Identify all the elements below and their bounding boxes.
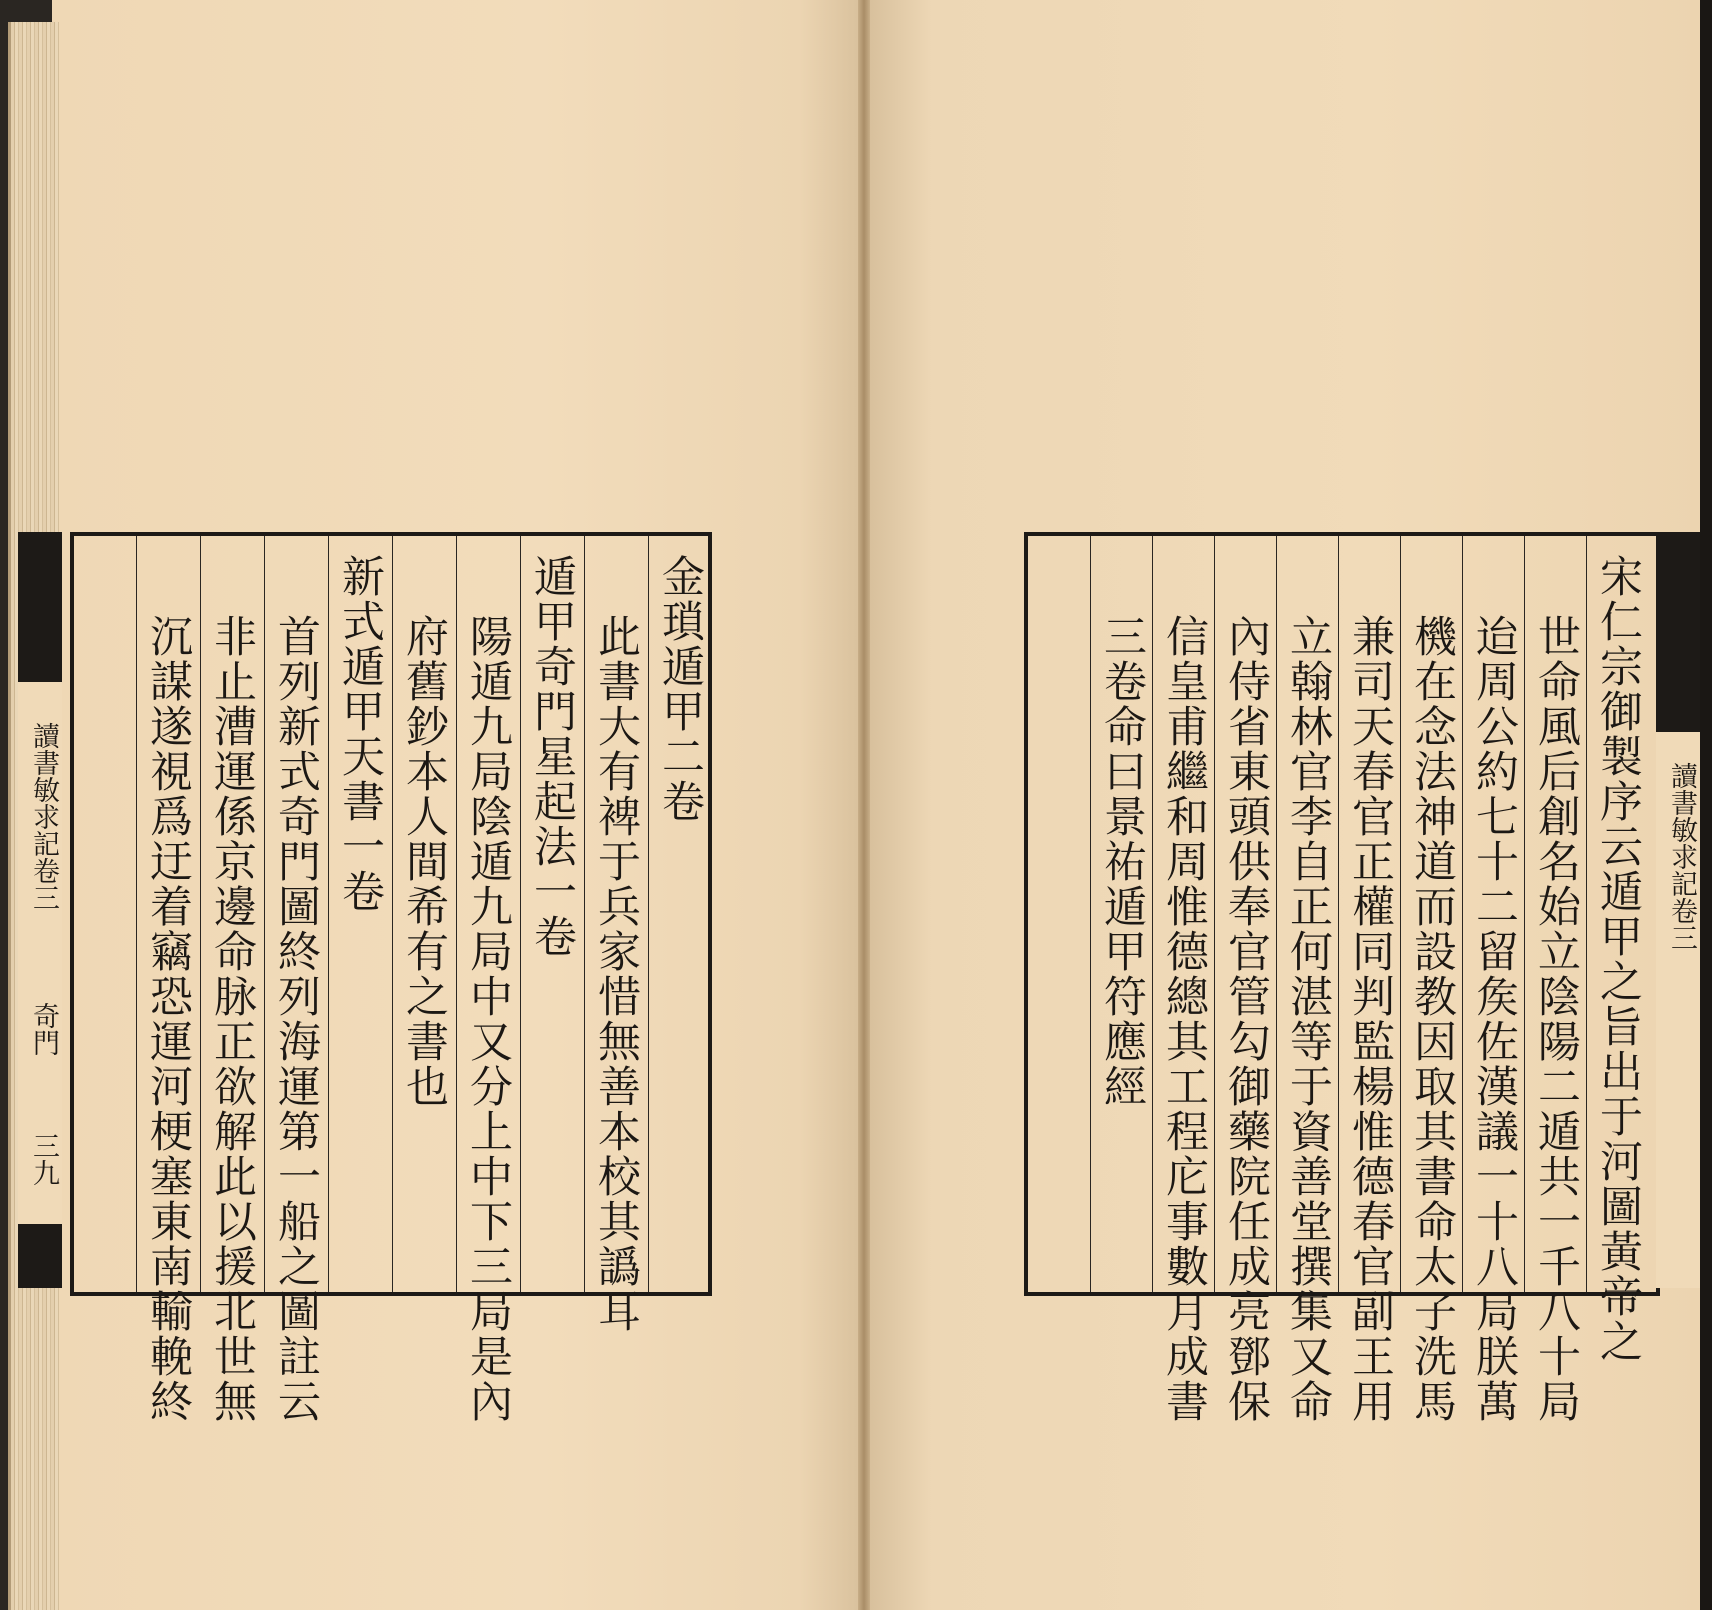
- upper-fish-tail: [18, 532, 62, 682]
- upper-fish-tail: [1656, 532, 1700, 732]
- column-rule: [264, 536, 265, 1292]
- column-rule: [1586, 536, 1587, 1292]
- folio-number: 三九: [28, 1132, 59, 1186]
- text-column-6: 立翰林官李自正何湛等于資善堂撰集又命: [1283, 614, 1333, 1424]
- column-rule: [1462, 536, 1463, 1292]
- right-edge: [1700, 0, 1712, 1610]
- text-column-5: 兼司天春官正權同判監楊惟德春官副王用: [1345, 614, 1395, 1424]
- text-column-10: 沉謀遂視爲迂着竊恐運河梗塞東南輸輓終: [143, 614, 193, 1424]
- text-column-2: 此書大有裨于兵家惜無善本校其譌耳: [591, 614, 641, 1334]
- lower-fish-tail: [18, 1224, 62, 1288]
- text-column-6: 府舊鈔本人間希有之書也: [399, 614, 449, 1109]
- column-rule: [328, 536, 329, 1292]
- text-column-7: 內侍省東頭供奉官管勾御藥院任成亮鄧保: [1221, 614, 1271, 1424]
- text-column-7: 新式遁甲天書一卷: [335, 554, 385, 914]
- text-column-1: 金瑣遁甲二卷: [655, 554, 705, 824]
- column-rule: [648, 536, 649, 1292]
- column-rule: [1524, 536, 1525, 1292]
- column-rule: [1214, 536, 1215, 1292]
- column-rule: [200, 536, 201, 1292]
- text-column-4: 機在念法神道而設教因取其書命太子洗馬: [1407, 614, 1457, 1424]
- spine-fold: [858, 0, 870, 1610]
- text-column-5: 陽遁九局陰遁九局中又分上中下三局是內: [463, 614, 513, 1424]
- column-rule: [1090, 536, 1091, 1292]
- text-column-8: 首列新式奇門圖終列海運第一船之圖註云: [271, 614, 321, 1424]
- column-rule: [392, 536, 393, 1292]
- text-column-4: 遁甲奇門星起法一卷: [527, 554, 577, 959]
- column-rule: [136, 536, 137, 1292]
- text-column-9: 三卷命曰景祐遁甲符應經: [1097, 614, 1147, 1109]
- text-column-1: 宋仁宗御製序云遁甲之旨出于河圖黃帝之: [1593, 554, 1643, 1364]
- column-rule: [520, 536, 521, 1292]
- left-margin-strip: [18, 532, 62, 1288]
- column-rule: [1152, 536, 1153, 1292]
- right-margin-title: 讀書敏求記卷三: [1666, 762, 1697, 951]
- column-rule: [1276, 536, 1277, 1292]
- column-rule: [1338, 536, 1339, 1292]
- right-text-frame: [1024, 532, 1660, 1424]
- text-column-8: 信皇甫繼和周惟德總其工程庀事數月成書: [1159, 614, 1209, 1424]
- left-margin-title: 讀書敏求記卷三: [28, 722, 59, 911]
- text-column-9: 非止漕運係京邊命脉正欲解此以援北世無: [207, 614, 257, 1424]
- left-margin-section: 奇門: [28, 1002, 59, 1056]
- column-rule: [1400, 536, 1401, 1292]
- text-column-3: 迨周公約七十二留矦佐漢議一十八局朕萬: [1469, 614, 1519, 1424]
- left-text-frame: [70, 532, 712, 1424]
- column-rule: [584, 536, 585, 1292]
- right-margin-strip: [1656, 532, 1700, 1288]
- column-rule: [456, 536, 457, 1292]
- text-column-2: 世命風后創名始立陰陽二遁共一千八十局: [1531, 614, 1581, 1424]
